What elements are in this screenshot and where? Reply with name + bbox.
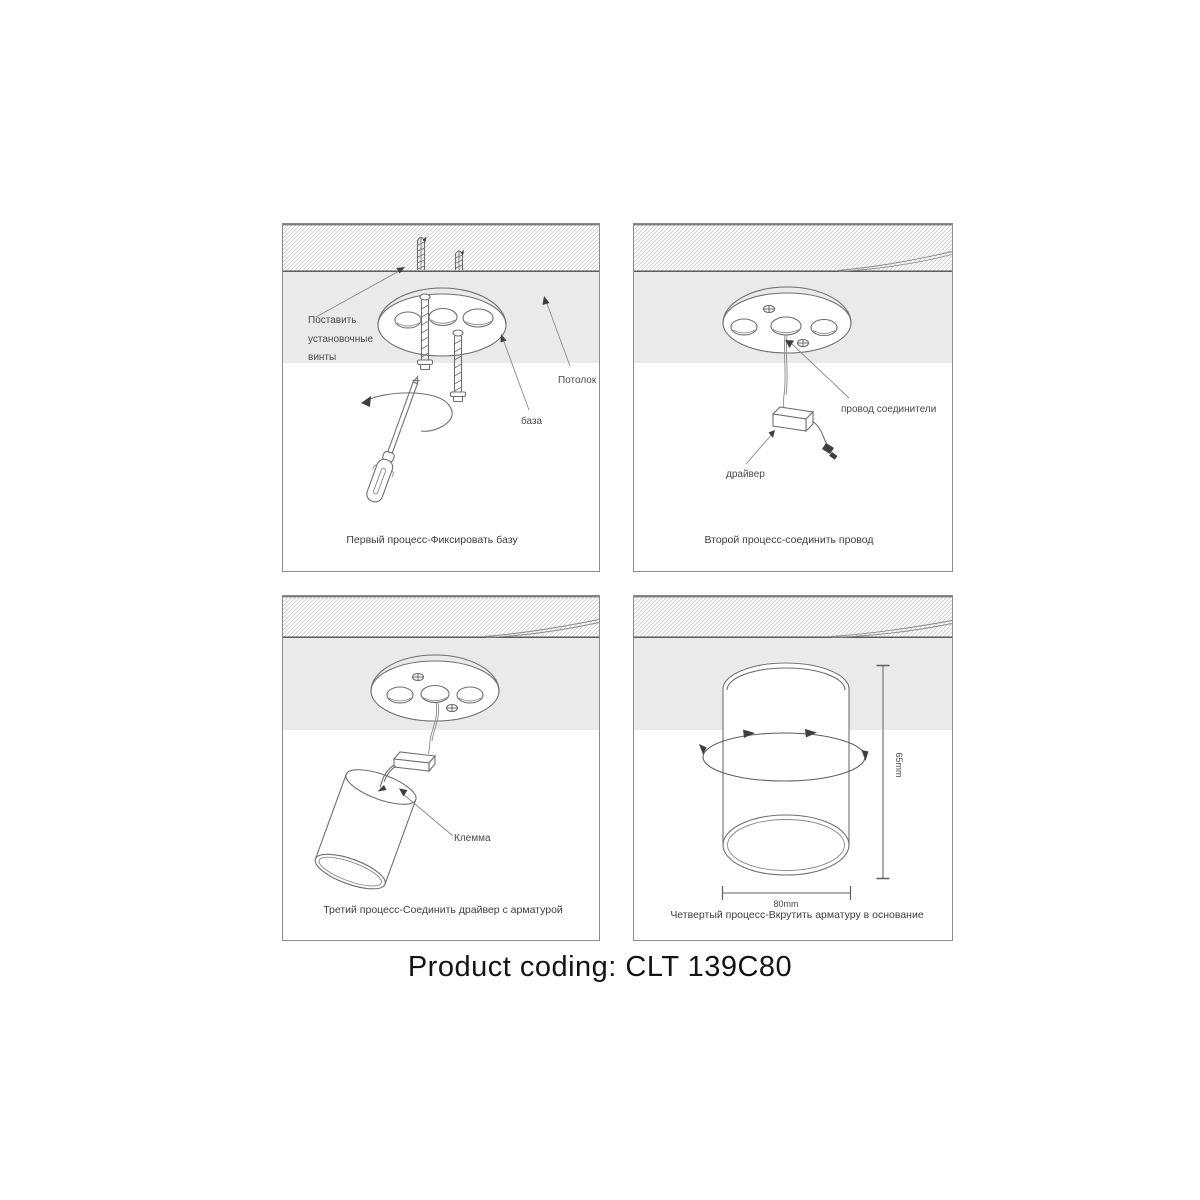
label-install-line2: установочные: [308, 334, 374, 345]
svg-text:драйвер: драйвер: [726, 469, 765, 480]
plate-screw-icon: [798, 340, 809, 347]
label-install-line1: Поставить: [308, 315, 357, 326]
plate-screw-icon: [764, 306, 775, 313]
panel-step1: [282, 223, 600, 572]
panel-step3: [282, 595, 600, 941]
plate-screw-icon: [447, 705, 458, 712]
svg-text:Потолок: Потолок: [558, 375, 597, 386]
svg-text:база: база: [521, 416, 543, 427]
caption-step4: Четвертый процесс-Вкрутить арматуру в основание: [670, 909, 924, 921]
svg-text:провод соединители: провод соединители: [841, 404, 937, 415]
label-install-line3: винты: [308, 352, 337, 363]
svg-text:Клемма: Клемма: [454, 833, 491, 844]
caption-step3: Третий процесс-Соединить драйвер с арматурой: [323, 904, 563, 916]
plate-screw-icon: [413, 674, 424, 681]
panel-step2: [633, 223, 953, 572]
panel-step4: [633, 595, 953, 941]
caption-step1: Первый процесс-Фиксировать базу: [346, 534, 518, 546]
fixture-cylinder-icon: [723, 662, 849, 875]
base-plate: [378, 288, 506, 356]
svg-text:65mm: 65mm: [894, 752, 904, 778]
base-plate: [371, 655, 499, 721]
svg-text:80mm: 80mm: [773, 899, 799, 909]
ceiling-hatch: [283, 224, 599, 271]
caption-step2: Второй процесс-соединить провод: [704, 534, 874, 546]
product-code-title: Product coding: CLT 139C80: [407, 951, 793, 983]
